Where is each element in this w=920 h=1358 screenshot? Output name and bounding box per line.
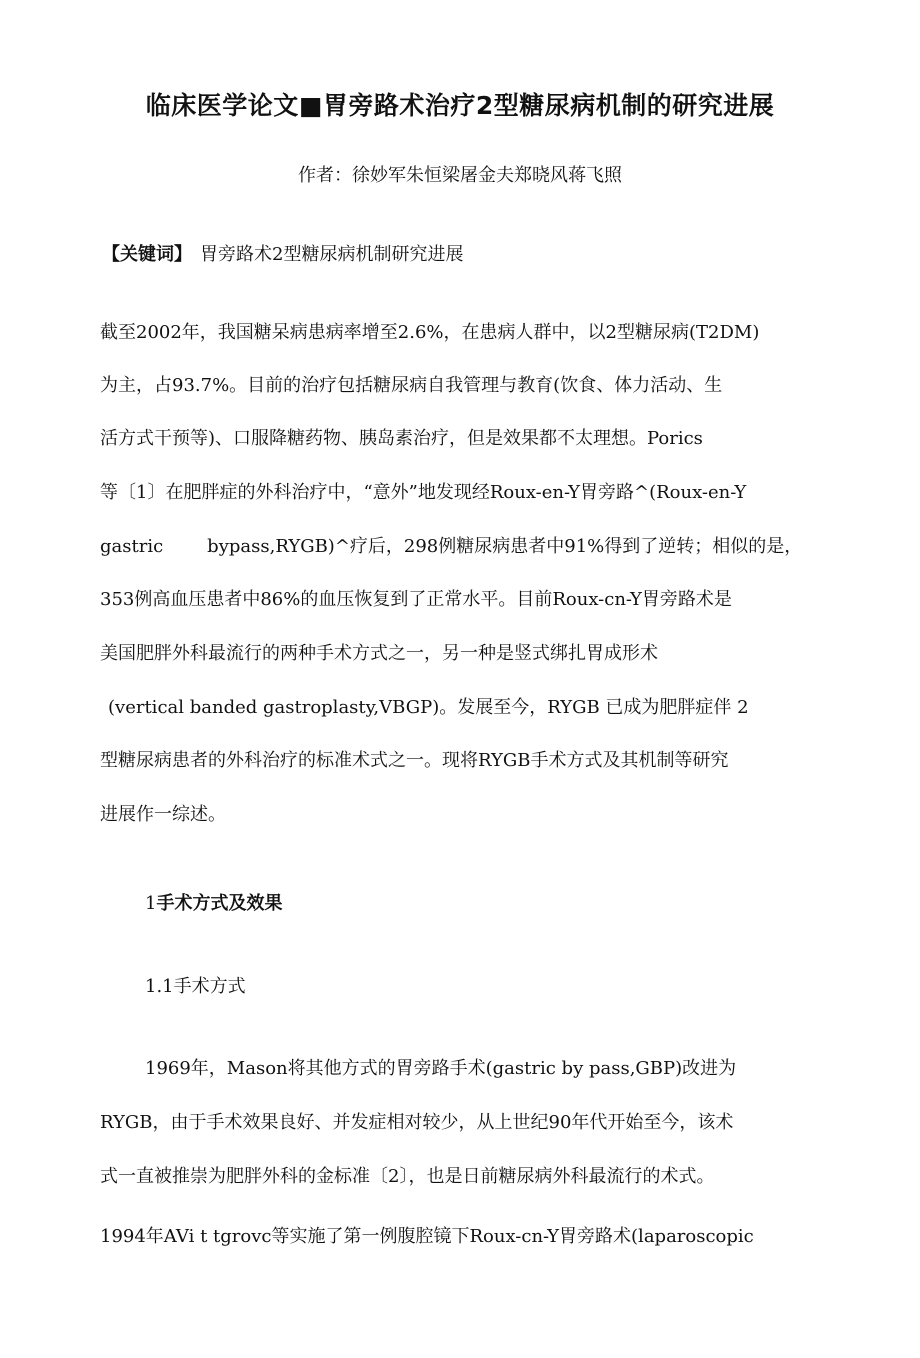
section-1-heading	[145, 892, 282, 916]
intro-line-1: 截至2002年，我国糖呆病患病率增至2.6%，在患病人群中，以2型糖尿病(T2DM)	[100, 322, 760, 343]
intro-line-8: (vertical banded gastroplasty,VBGP)。发展至今，RYGB 已成为肥胖症伴 2	[108, 697, 749, 718]
keywords-value: 胃旁路术2型糖尿病机制研究进展	[200, 244, 464, 265]
intro-line-4: 等〔1〕在肥胖症的外科治疗中，“意外”地发现经Roux-en-Y胃旁路^(Roux-en-Y	[100, 482, 747, 503]
section-1-1-line-3: 式一直被推崇为肥胖外科的金标准〔2〕，也是日前糖尿病外科最流行的术式。	[100, 1166, 715, 1187]
intro-line-9: 型糖尿病患者的外科治疗的标准术式之一。现将RYGB手术方式及其机制等研究	[100, 750, 729, 771]
author-line: 作者：徐妙军朱恒梁屠金夫郑晓风蒋飞照	[298, 165, 622, 186]
section-1-title: 手术方式及效果	[156, 893, 283, 914]
section-1-1-line-4: 1994年AVi t tgrovc等实施了第一例腹腔镜下Roux-cn-Y胃旁路术(laparoscopic	[100, 1226, 754, 1247]
keywords-line	[102, 243, 463, 267]
intro-line-5-rest: bypass,RYGB)^疗后，298例糖尿病患者中91%得到了逆转；相似的是，	[207, 536, 803, 557]
intro-line-6: 353例高血压患者中86%的血压恢复到了正常水平。目前Roux-cn-Y胃旁路术是	[100, 589, 732, 610]
keywords-label: 【关键词】	[102, 244, 192, 265]
intro-line-7: 美国肥胖外科最流行的两种手术方式之一，另一种是竖式绑扎胃成形术	[100, 643, 658, 664]
intro-line-10: 进展作一综述。	[100, 804, 226, 825]
section-1-1-line-1: 1969年，Mason将其他方式的胃旁路手术(gastric by pass,GBP)改进为	[145, 1058, 737, 1079]
intro-line-5-start: gastric	[100, 536, 164, 557]
intro-line-2: 为主，占93.7%。目前的治疗包括糖尿病自我管理与教育(饮食、体力活动、生	[100, 375, 723, 396]
intro-line-3: 活方式干预等)、口服降糖药物、胰岛素治疗，但是效果都不太理想。Porics	[100, 428, 703, 449]
section-1-1-line-2: RYGB，由于手术效果良好、并发症相对较少，从上世纪90年代开始至今，该术	[100, 1112, 734, 1133]
section-1-number: 1	[145, 893, 157, 914]
document-title: 临床医学论文■胃旁路术治疗2型糖尿病机制的研究进展	[145, 91, 775, 120]
intro-line-5	[100, 535, 802, 559]
section-1-1-heading: 1.1手术方式	[145, 976, 246, 997]
